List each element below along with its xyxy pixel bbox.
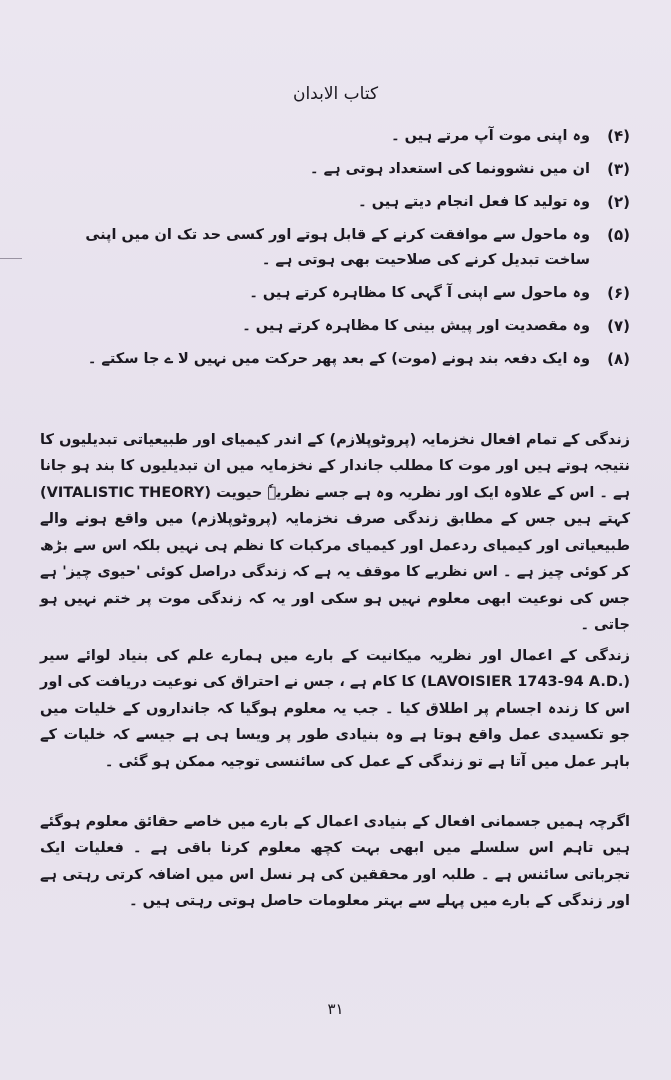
list-item	[40, 223, 630, 273]
paragraph-physiology	[40, 809, 630, 915]
list-item-number: (۷)	[607, 317, 630, 335]
paragraph-text: زندگی کے تمام افعال نخزمایہ (پروٹوپلازم) کے اندر کیمیای اور طبیعیاتی تبدیلیوں کا نتیجہ ہوتے ہیں اور موت کا مطلب جاندار کے نخزمایہ میں ان تبدیلیوں کا بند ہو جانا ہے ۔ اس کے علاوہ ایک اور نظریہ وہ ہے جسے نظریہٗ حیویت	[40, 431, 630, 501]
list-item	[40, 347, 630, 372]
paragraph-vitalistic-theory	[40, 427, 630, 639]
list-item	[40, 281, 630, 306]
list-item-text: وہ ماحول سے موافقت کرنے کے قابل ہوتے اور کسی حد تک ان میں اپنی ساخت تبدیل کرنے کی صلاحیت بھی ہوتی ہے ۔	[85, 227, 590, 268]
list-item-text: وہ مقصدیت اور پیش بینی کا مظاہرہ کرتے ہیں ۔	[242, 318, 590, 334]
list-item-text: وہ ماحول سے اپنی آ گہی کا مظاہرہ کرتے ہیں ۔	[249, 285, 590, 301]
paragraph-mechanism-theory	[40, 643, 630, 776]
paragraph-text: کا کام ہے ، جس نے احتراق کی نوعیت دریافت کی اور اس کا زندہ اجسام پر اطلاق کیا ۔ جب یہ معلوم ہوگیا کہ جانداروں کے خلیات میں جو تکسیدی عمل واقع ہوتا ہے وہ بنیادی طور پر ویسا ہی ہے جیسے کہ خلیات کے باہر عمل میں آتا ہے تو زندگی کے عمل کی سائنسی توجیہ ممکن ہو گئی ۔	[40, 674, 630, 770]
page-number: ۳۱	[327, 1000, 344, 1018]
list-item-number: (۸)	[607, 350, 630, 368]
latin-term: (LAVOISIER 1743-94 A.D.)	[420, 674, 630, 690]
list-item-number: (۲)	[607, 193, 630, 211]
list-item	[40, 314, 630, 339]
page-header-title: کتاب الابدان	[292, 84, 379, 104]
list-item	[40, 190, 630, 215]
paragraph-text: زندگی کے اعمال اور نظریہ میکانیت کے بارے میں ہمارے علم کی بنیاد لوائے سیر	[40, 647, 630, 664]
margin-mark	[0, 258, 22, 259]
list-item-text: وہ ایک دفعہ بند ہونے (موت) کے بعد پھر حرکت میں نہیں لا ے جا سکتے ۔	[87, 351, 590, 367]
list-item-number: (۴)	[607, 127, 630, 145]
list-item	[40, 124, 630, 149]
list-item-text: وہ تولید کا فعل انجام دیتے ہیں ۔	[358, 194, 590, 210]
latin-term: (VITALISTIC THEORY)	[40, 484, 212, 501]
list-item	[40, 157, 630, 182]
paragraph-text: کہتے ہیں جس کے مطابق زندگی صرف نخزمایہ (پروٹوپلازم) میں واقع ہونے والے طبیعیاتی اور کیمیای ردعمل اور کیمیای مرکبات کا نظم ہی نہیں بلکہ اس سے بڑھ کر کوئی چیز ہے ۔ اس نظریے کا موقف یہ ہے کہ زندگی دراصل کوئی 'حیوی چیز' ہے جس کی نوعیت ابھی معلوم نہیں ہو سکی اور یہ کہ زندگی موت پر ختم نہیں ہو جاتی ۔	[40, 511, 630, 633]
list-item-number: (۳)	[607, 160, 630, 178]
list-item-number: (۵)	[607, 226, 630, 244]
list-item-text: ان میں نشوونما کی استعداد ہوتی ہے ۔	[310, 161, 590, 177]
list-item-text: وہ اپنی موت آپ مرتے ہیں ۔	[391, 128, 590, 144]
list-item-number: (۶)	[607, 284, 630, 302]
paragraph-text: اگرچہ ہمیں جسمانی افعال کے بنیادی اعمال کے بارے میں خاصے حقائق معلوم ہوگئے ہیں تاہم اس سلسلے میں ابھی بہت کچھ معلوم کرنا باقی ہے ۔ فعلیات ایک تجرباتی سائنس ہے ۔ طلبہ اور محققین کی ہر نسل اس میں اضافہ کرتی رہتی ہے اور زندگی کے بارے میں پہلے سے بہتر معلومات حاصل ہوتی رہتی ہیں ۔	[40, 813, 630, 909]
numbered-list	[40, 124, 630, 380]
